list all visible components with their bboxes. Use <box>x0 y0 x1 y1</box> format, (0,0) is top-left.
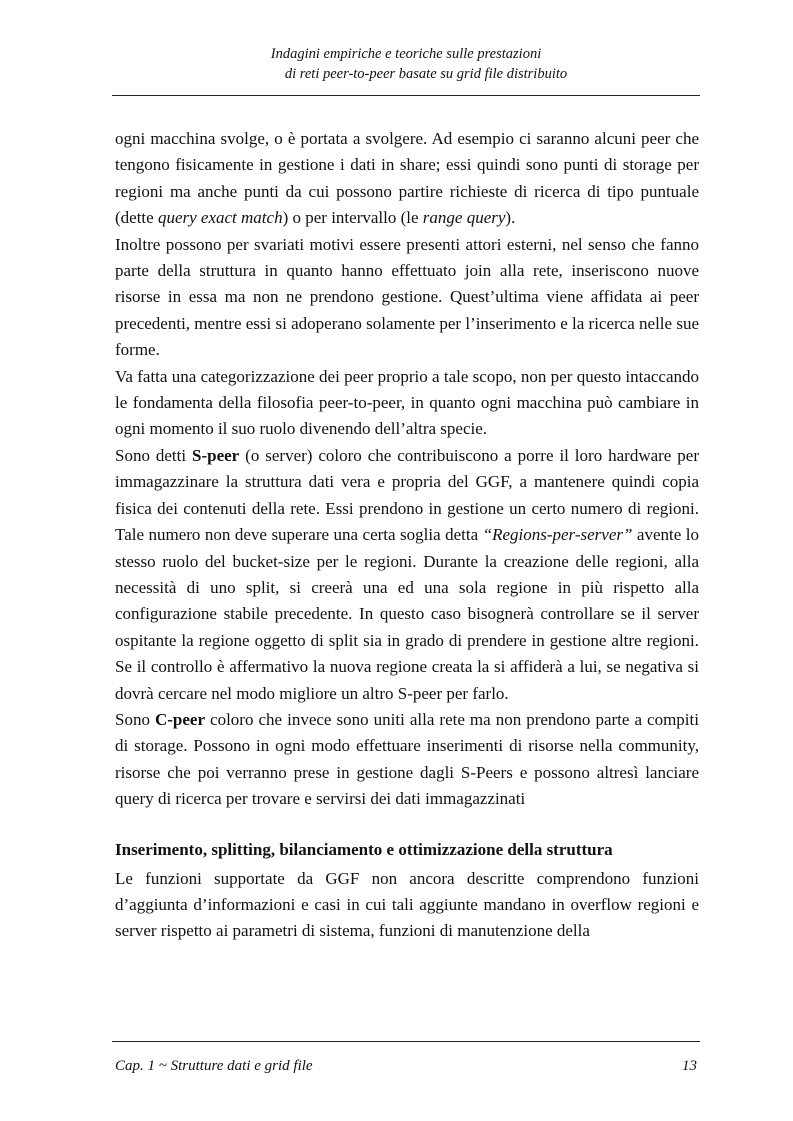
term-query-exact-match: query exact match <box>157 208 283 228</box>
footer-chapter-title: Cap. 1 ~ Strutture dati e grid file <box>115 1058 313 1074</box>
paragraph-4-text-b: (o server) coloro che contribuiscono a porre il loro hardware per immagazzinare la struttura dati vera e propria del GGF, a mantenere quindi copia fisica dei contenuti della rete. Essi prendono in gestione un certo numero di regioni. Tale numero non deve superare una certa soglia detta <box>115 445 699 545</box>
page-body <box>115 126 699 945</box>
paragraph-5-text-b: coloro che invece sono uniti alla rete ma non prendono parte a compiti di storage. Possono in ogni modo effettuare inserimenti di risorse nella community, risorse che poi verranno prese in gestione dagli S-Peers e possono altresì lanciare query di ricerca per trovare e servirsi dei dati immagazzinati <box>115 709 699 809</box>
section-heading: Inserimento, splitting, bilanciamento e ottimizzazione della struttura <box>115 839 613 859</box>
paragraph-2: Inoltre possono per svariati motivi essere presenti attori esterni, nel senso che fanno parte della struttura in quanto hanno effettuato join alla rete, inseriscono nuove risorse in essa ma non ne prendono gestione. Quest’ultima viene affidata ai peer precedenti, mentre essi si adoperano solamente per l’inserimento e la ricerca nelle sue forme. <box>115 234 699 360</box>
term-range-query: range query <box>422 208 506 228</box>
header-rule <box>112 95 700 96</box>
paragraph-3: Va fatta una categorizzazione dei peer proprio a tale scopo, non per questo intaccando le fondamenta della filosofia peer-to-peer, in quanto ogni macchina può cambiare in ogni momento il suo ruolo divenendo dell’altra specie. <box>115 366 699 439</box>
paragraph-5 <box>115 707 699 813</box>
paragraph-6: Le funzioni supportate da GGF non ancora descritte comprendono funzioni d’aggiunta d’informazioni e casi in cui tali aggiunte mandano in overflow regioni e server rispetto ai parametri di sistema, funzioni di manutenzione della <box>115 868 699 941</box>
paragraph-4-text-a: Sono detti <box>115 445 193 465</box>
paragraph-1-text-a: ogni macchina svolge, o è portata a svolgere. Ad esempio ci saranno alcuni peer che tengono fisicamente in gestione i dati in share; essi quindi sono punti di storage per regioni ma anche punti da cui possono partire richieste di ricerca di tipo puntuale (dette <box>115 129 699 228</box>
term-s-peer: S-peer <box>192 445 240 465</box>
running-header-line-2: di reti peer-to-peer basate su grid file distribuito <box>284 66 568 82</box>
paragraph-1-text-b: ) o per intervallo (le <box>282 208 423 228</box>
footer-rule <box>112 1041 700 1042</box>
paragraph-1-text-c: ). <box>505 208 516 228</box>
page-number: 13 <box>682 1058 697 1074</box>
paragraph-4 <box>115 443 699 707</box>
term-c-peer: C-peer <box>154 709 206 729</box>
paragraph-1 <box>115 126 699 232</box>
running-header-line-1: Indagini empiriche e teoriche sulle prestazioni <box>270 46 542 62</box>
term-regions-per-server: “Regions-per-server” <box>482 525 633 545</box>
running-footer <box>115 1056 697 1076</box>
paragraph-4-text-c: avente lo stesso ruolo del bucket-size per le regioni. Durante la creazione delle regioni, alla necessità di uno split, si creerà una ed una sola regione in più rispetto alla configurazione stabile precedente. In questo caso bisognerà controllare se il server ospitante la regione oggetto di split sia in grado di prendere in gestione altre regioni. Se il controllo è affermativo la nuova regione creata la si affiderà a lui, se negativa si dovrà cercare nel modo migliore un altro S-peer per farlo. <box>115 525 699 703</box>
paragraph-5-text-a: Sono <box>115 709 155 729</box>
running-header <box>112 44 700 84</box>
